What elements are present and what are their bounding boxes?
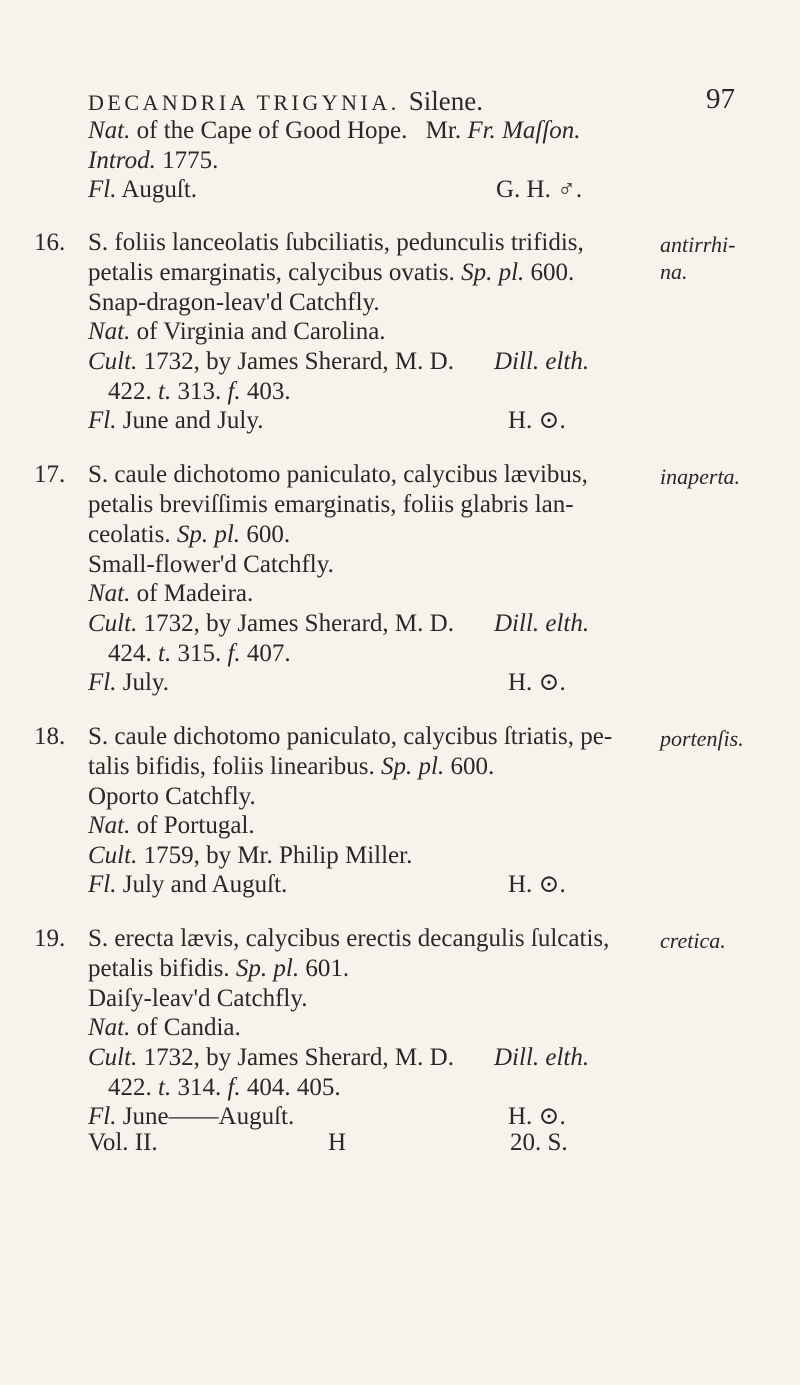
sp-page: 600. <box>530 259 575 286</box>
ref-f: f. <box>227 640 241 667</box>
fl-text: July and Auguſt. <box>122 871 288 898</box>
fl-text: June——Auguſt. <box>122 1103 295 1130</box>
species-plantarum-ref: Sp. pl. <box>461 259 525 286</box>
nat-line <box>88 811 255 841</box>
nat-text: of the Cape of Good Hope. <box>136 117 408 144</box>
cult-label: Cult. <box>88 1044 138 1071</box>
cult-label: Cult. <box>88 842 138 869</box>
ref-t: t. <box>158 1074 172 1101</box>
sp-page: 600. <box>450 753 495 780</box>
nat-label: Nat. <box>88 117 131 144</box>
ref-f-val: 403. <box>246 378 291 405</box>
diagnosis-line <box>88 954 349 984</box>
diagnosis-line: S. erecta lævis, calycibus erectis decangulis ſulcatis, <box>88 925 610 952</box>
sp-page: 601. <box>305 955 350 982</box>
species-plantarum-ref: Sp. pl. <box>381 753 445 780</box>
species-epithet: antirrhi- <box>660 232 736 257</box>
collector-name: Maſſon. <box>502 117 581 144</box>
fl-habitat: H. ⊙. <box>508 871 566 898</box>
cult-text: 1732, by James Sherard, M. D. <box>143 610 454 637</box>
catchword: 20. S. <box>510 1129 568 1156</box>
fl-label: Fl. <box>88 407 117 434</box>
diagnosis-line <box>88 520 290 550</box>
fl-label: Fl. <box>88 1103 117 1130</box>
dillenius-ref: Dill. elth. <box>494 610 590 637</box>
sp-page: 600. <box>246 521 291 548</box>
diagnosis-line <box>88 258 574 288</box>
ref-f-val: 407. <box>246 640 291 667</box>
species-plantarum-ref: Sp. pl. <box>176 521 241 548</box>
english-name: Daiſy-leav'd Catchfly. <box>88 985 308 1012</box>
nat-text: of Madeira. <box>136 580 254 607</box>
nat-text: of Virginia and Carolina. <box>136 318 386 345</box>
diagnosis-line: petalis breviſſimis emarginatis, foliis glabris lan- <box>88 491 574 518</box>
nat-label: Nat. <box>88 1014 131 1041</box>
cult-line <box>88 841 412 871</box>
fl-text: June and July. <box>122 407 264 434</box>
ref-t: t. <box>158 378 172 405</box>
fl-line <box>88 406 263 436</box>
fr-text: Fr. <box>467 117 496 144</box>
section-title: DECANDRIA TRIGYNIA. <box>88 90 400 115</box>
mr-text: Mr. <box>425 117 462 144</box>
ref-page: 422. <box>108 1074 152 1101</box>
nat-label: Nat. <box>88 318 131 345</box>
species-epithet: inaperta. <box>660 464 741 489</box>
diagnosis-line: S. foliis lanceolatis ſubciliatis, pedunculis trifidis, <box>88 229 584 256</box>
cult-label: Cult. <box>88 348 138 375</box>
diagnosis-text: petalis bifidis. <box>88 955 230 982</box>
diagnosis-text: petalis emarginatis, calycibus ovatis. <box>88 259 455 286</box>
species-epithet-cont: na. <box>660 259 688 284</box>
nat-label: Nat. <box>88 580 131 607</box>
ref-f: f. <box>227 378 241 405</box>
figure-ref <box>108 1073 341 1103</box>
top-nat-line <box>88 116 581 146</box>
nat-line <box>88 317 386 347</box>
ref-t-val: 314. <box>177 1074 222 1101</box>
nat-line <box>88 579 253 609</box>
fl-line <box>88 870 287 900</box>
page-number: 97 <box>706 83 735 115</box>
dillenius-ref: Dill. elth. <box>494 348 590 375</box>
nat-line <box>88 1013 241 1043</box>
ref-page: 424. <box>108 640 152 667</box>
entry-number: 18. <box>34 723 66 750</box>
ref-t-val: 315. <box>177 640 222 667</box>
species-epithet: portenſis. <box>660 726 744 751</box>
genus-title: Silene. <box>408 86 484 116</box>
cult-text: 1732, by James Sherard, M. D. <box>143 1044 454 1071</box>
diagnosis-line: S. caule dichotomo paniculato, calycibus lævibus, <box>88 461 588 488</box>
fl-habitat: H. ⊙. <box>508 669 566 696</box>
cult-line <box>88 609 454 639</box>
diagnosis-text: ceolatis. <box>88 521 171 548</box>
cult-text: 1732, by James Sherard, M. D. <box>143 348 454 375</box>
fl-habitat: H. ⊙. <box>508 1103 566 1130</box>
top-introd-line <box>88 146 218 176</box>
entry-number: 16. <box>34 229 66 256</box>
nat-text: of Candia. <box>136 1014 241 1041</box>
ref-t-val: 313. <box>177 378 222 405</box>
cult-line <box>88 347 454 377</box>
fl-text: Auguſt. <box>121 176 198 203</box>
fl-label: Fl. <box>88 669 117 696</box>
dillenius-ref: Dill. elth. <box>494 1044 590 1071</box>
nat-label: Nat. <box>88 812 131 839</box>
fl-label: Fl. <box>88 176 117 203</box>
ref-f-val: 404. 405. <box>246 1074 341 1101</box>
ref-page: 422. <box>108 378 152 405</box>
fl-habitat: H. ⊙. <box>508 407 566 434</box>
diagnosis-line <box>88 752 494 782</box>
running-header <box>88 86 483 117</box>
species-plantarum-ref: Sp. pl. <box>235 955 300 982</box>
english-name: Oporto Catchfly. <box>88 783 256 810</box>
fl-line <box>88 668 169 698</box>
top-fl-line <box>88 175 197 205</box>
diagnosis-line: S. caule dichotomo paniculato, calycibus ſtriatis, pe- <box>88 723 613 750</box>
printer-signature: H <box>328 1129 347 1156</box>
english-name: Small-flower'd Catchfly. <box>88 551 334 578</box>
english-name: Snap-dragon-leav'd Catchfly. <box>88 289 380 316</box>
introd-label: Introd. <box>88 147 156 174</box>
figure-ref <box>108 639 291 669</box>
ref-t: t. <box>158 640 172 667</box>
entry-number: 17. <box>34 461 66 488</box>
nat-text: of Portugal. <box>136 812 255 839</box>
fl-label: Fl. <box>88 871 117 898</box>
entry-number: 19. <box>34 925 66 952</box>
fl-habitat: G. H. ♂. <box>496 176 583 203</box>
species-epithet: cretica. <box>660 928 726 953</box>
volume-signature: Vol. II. <box>88 1129 158 1156</box>
ref-f: f. <box>227 1074 241 1101</box>
cult-text: 1759, by Mr. Philip Miller. <box>143 842 413 869</box>
cult-label: Cult. <box>88 610 138 637</box>
introd-year: 1775. <box>162 147 219 174</box>
diagnosis-text: talis bifidis, foliis linearibus. <box>88 753 375 780</box>
figure-ref <box>108 377 291 407</box>
cult-line <box>88 1043 454 1073</box>
fl-text: July. <box>122 669 170 696</box>
